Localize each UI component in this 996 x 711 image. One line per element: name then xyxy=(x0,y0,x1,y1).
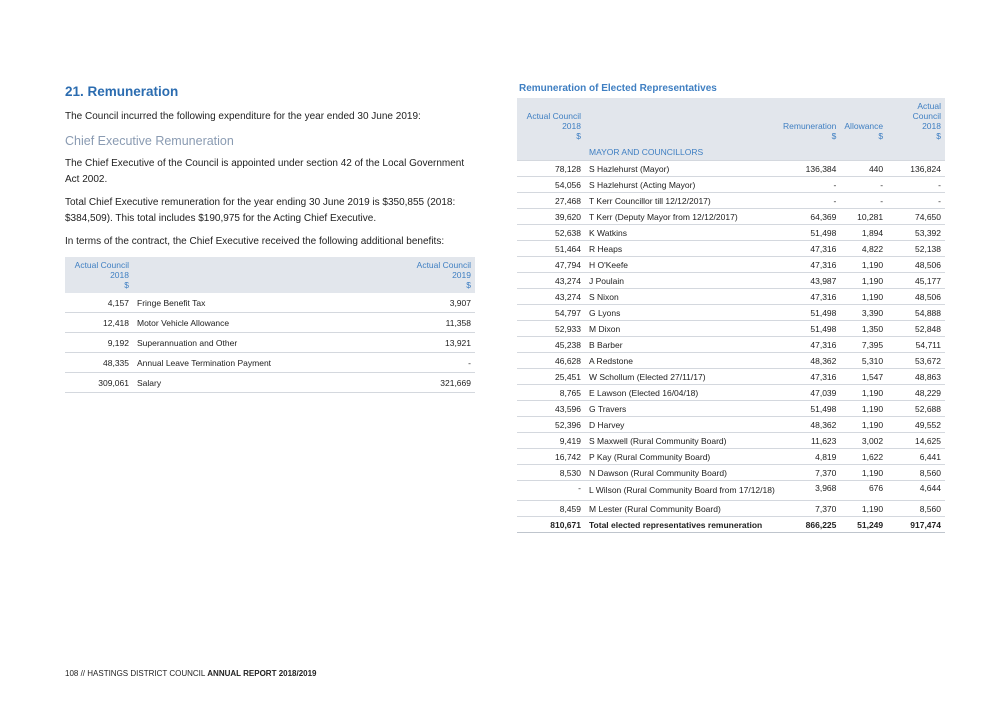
row-actual-total: 6,441 xyxy=(887,449,945,465)
row-allowance: - xyxy=(840,193,887,209)
footer-page-number: 108 // xyxy=(65,669,86,678)
row-name: T Kerr (Deputy Mayor from 12/12/2017) xyxy=(585,209,779,225)
ceo-col-2018-line3: $ xyxy=(124,280,129,290)
row-name: D Harvey xyxy=(585,417,779,433)
subheader-label: MAYOR AND COUNCILLORS xyxy=(585,144,945,161)
ceo-row-2019: 321,669 xyxy=(387,373,475,393)
row-actual-total: 54,711 xyxy=(887,337,945,353)
row-name: T Kerr Councillor till 12/12/2017) xyxy=(585,193,779,209)
left-column xyxy=(65,84,475,393)
row-actual-2018: 8,459 xyxy=(517,501,585,517)
row-actual-2018: 51,464 xyxy=(517,241,585,257)
footer-org: HASTINGS DISTRICT COUNCIL xyxy=(87,669,206,678)
rem-col-actual-line1: Actual Council xyxy=(912,101,941,121)
ceo-col-2019 xyxy=(387,257,475,293)
rem-col-2018-line2: 2018 xyxy=(562,121,581,131)
row-actual-total: 45,177 xyxy=(887,273,945,289)
row-actual-2018: 47,794 xyxy=(517,257,585,273)
rem-col-remuneration-line1: Remuneration xyxy=(783,121,837,131)
table-row xyxy=(517,209,945,225)
right-column xyxy=(517,83,945,533)
page-footer xyxy=(65,669,317,678)
row-allowance: 676 xyxy=(840,481,887,501)
ceo-table-row xyxy=(65,333,475,353)
row-remuneration: 4,819 xyxy=(779,449,840,465)
row-allowance: 3,390 xyxy=(840,305,887,321)
ceo-row-2019: 11,358 xyxy=(387,313,475,333)
ceo-paragraph-1: The Chief Executive of the Council is appointed under section 42 of the Local Government Act 2002. xyxy=(65,158,465,185)
row-actual-2018: 43,274 xyxy=(517,289,585,305)
row-name: Total elected representatives remuneration xyxy=(585,517,779,533)
row-name: P Kay (Rural Community Board) xyxy=(585,449,779,465)
table-row xyxy=(517,481,945,501)
row-remuneration: 43,987 xyxy=(779,273,840,289)
row-name: K Watkins xyxy=(585,225,779,241)
row-allowance: - xyxy=(840,177,887,193)
row-actual-2018: 8,530 xyxy=(517,465,585,481)
rem-table-header xyxy=(517,98,945,144)
row-remuneration: 866,225 xyxy=(779,517,840,533)
row-actual-2018: 16,742 xyxy=(517,449,585,465)
intro-text: The Council incurred the following expenditure for the year ended 30 June 2019: xyxy=(65,111,421,122)
table-row xyxy=(517,501,945,517)
row-actual-total: 74,650 xyxy=(887,209,945,225)
ceo-col-2019-line1: Actual Council xyxy=(416,260,471,270)
ceo-col-2018-line1: Actual Council xyxy=(74,260,129,270)
table-row xyxy=(517,289,945,305)
ceo-col-2019-line2: 2019 xyxy=(452,270,471,280)
row-actual-total: 48,506 xyxy=(887,257,945,273)
row-actual-total: 48,863 xyxy=(887,369,945,385)
footer-report: ANNUAL REPORT 2018/2019 xyxy=(207,669,317,678)
row-allowance: 1,190 xyxy=(840,401,887,417)
row-actual-2018: 46,628 xyxy=(517,353,585,369)
row-remuneration: 51,498 xyxy=(779,225,840,241)
rem-col-allowance-line1: Allowance xyxy=(844,121,884,131)
row-actual-total: 14,625 xyxy=(887,433,945,449)
table-row xyxy=(517,353,945,369)
rem-col-2018 xyxy=(517,98,585,144)
total-row xyxy=(517,517,945,533)
ceo-table-header xyxy=(65,257,475,293)
remuneration-table-title: Remuneration of Elected Representatives xyxy=(519,83,717,94)
table-row xyxy=(517,417,945,433)
row-actual-2018: 52,396 xyxy=(517,417,585,433)
row-actual-2018: - xyxy=(517,481,585,501)
row-actual-2018: 43,274 xyxy=(517,273,585,289)
row-name: R Heaps xyxy=(585,241,779,257)
row-allowance: 51,249 xyxy=(840,517,887,533)
row-actual-2018: 54,056 xyxy=(517,177,585,193)
rem-col-2018-line1: Actual Council xyxy=(526,111,581,121)
mayor-councillors-subheader xyxy=(517,144,945,161)
row-allowance: 1,894 xyxy=(840,225,887,241)
ceo-row-2019: 13,921 xyxy=(387,333,475,353)
subheader-spacer xyxy=(517,144,585,161)
table-row xyxy=(517,241,945,257)
ceo-row-2018: 309,061 xyxy=(65,373,133,393)
row-remuneration: 51,498 xyxy=(779,321,840,337)
ceo-row-2018: 12,418 xyxy=(65,313,133,333)
table-row xyxy=(517,433,945,449)
row-remuneration: 47,316 xyxy=(779,337,840,353)
row-remuneration: 3,968 xyxy=(779,481,840,501)
ceo-row-2019: - xyxy=(387,353,475,373)
row-allowance: 1,190 xyxy=(840,465,887,481)
row-allowance: 3,002 xyxy=(840,433,887,449)
row-actual-total: 52,848 xyxy=(887,321,945,337)
row-actual-total: 54,888 xyxy=(887,305,945,321)
table-row xyxy=(517,305,945,321)
ceo-row-2018: 4,157 xyxy=(65,293,133,313)
row-remuneration: 136,384 xyxy=(779,161,840,177)
row-allowance: 440 xyxy=(840,161,887,177)
ceo-col-2019-line3: $ xyxy=(466,280,471,290)
ceo-table-row xyxy=(65,353,475,373)
table-row xyxy=(517,273,945,289)
ceo-row-2019: 3,907 xyxy=(387,293,475,313)
row-actual-total: 48,229 xyxy=(887,385,945,401)
rem-col-name xyxy=(585,98,779,144)
row-allowance: 7,395 xyxy=(840,337,887,353)
row-actual-total: - xyxy=(887,193,945,209)
row-actual-2018: 52,638 xyxy=(517,225,585,241)
rem-col-remuneration xyxy=(779,98,840,144)
row-name: H O'Keefe xyxy=(585,257,779,273)
row-remuneration: 47,316 xyxy=(779,241,840,257)
row-remuneration: 64,369 xyxy=(779,209,840,225)
row-name: G Lyons xyxy=(585,305,779,321)
row-actual-2018: 9,419 xyxy=(517,433,585,449)
row-remuneration: 7,370 xyxy=(779,465,840,481)
ceo-row-label: Motor Vehicle Allowance xyxy=(133,313,387,333)
table-row xyxy=(517,225,945,241)
row-remuneration: 51,498 xyxy=(779,305,840,321)
row-allowance: 1,547 xyxy=(840,369,887,385)
table-row xyxy=(517,193,945,209)
ceo-row-label: Salary xyxy=(133,373,387,393)
table-row xyxy=(517,321,945,337)
row-name: M Dixon xyxy=(585,321,779,337)
row-actual-2018: 25,451 xyxy=(517,369,585,385)
row-actual-total: 48,506 xyxy=(887,289,945,305)
row-allowance: 4,822 xyxy=(840,241,887,257)
rem-col-actual xyxy=(887,98,945,144)
row-remuneration: 51,498 xyxy=(779,401,840,417)
row-actual-2018: 810,671 xyxy=(517,517,585,533)
row-actual-2018: 78,128 xyxy=(517,161,585,177)
row-name: L Wilson (Rural Community Board from 17/12/18) xyxy=(585,481,779,501)
row-allowance: 1,190 xyxy=(840,501,887,517)
row-allowance: 10,281 xyxy=(840,209,887,225)
row-actual-total: 136,824 xyxy=(887,161,945,177)
row-actual-2018: 27,468 xyxy=(517,193,585,209)
ceo-table-row xyxy=(65,313,475,333)
row-name: S Maxwell (Rural Community Board) xyxy=(585,433,779,449)
ceo-row-label: Fringe Benefit Tax xyxy=(133,293,387,313)
row-actual-total: - xyxy=(887,177,945,193)
row-actual-total: 8,560 xyxy=(887,465,945,481)
row-name: E Lawson (Elected 16/04/18) xyxy=(585,385,779,401)
row-allowance: 1,190 xyxy=(840,417,887,433)
table-row xyxy=(517,385,945,401)
row-actual-total: 4,644 xyxy=(887,481,945,501)
rem-col-remuneration-line2: $ xyxy=(831,131,837,141)
table-row xyxy=(517,465,945,481)
ceo-paragraph-2: Total Chief Executive remuneration for the year ending 30 June 2019 is $350,855 (2018: $384,509). This total includes $190,975 for the Acting Chief Executive. xyxy=(65,197,456,224)
row-allowance: 1,190 xyxy=(840,289,887,305)
row-actual-total: 49,552 xyxy=(887,417,945,433)
row-name: N Dawson (Rural Community Board) xyxy=(585,465,779,481)
row-remuneration: 7,370 xyxy=(779,501,840,517)
row-actual-total: 8,560 xyxy=(887,501,945,517)
table-row xyxy=(517,257,945,273)
row-allowance: 1,190 xyxy=(840,257,887,273)
row-allowance: 1,190 xyxy=(840,273,887,289)
table-row xyxy=(517,177,945,193)
ceo-row-2018: 9,192 xyxy=(65,333,133,353)
rem-col-2018-line3: $ xyxy=(576,131,581,141)
row-actual-2018: 39,620 xyxy=(517,209,585,225)
rem-col-actual-line2: 2018 xyxy=(922,121,941,131)
row-name: B Barber xyxy=(585,337,779,353)
row-actual-total: 52,688 xyxy=(887,401,945,417)
row-actual-2018: 45,238 xyxy=(517,337,585,353)
table-row xyxy=(517,449,945,465)
row-name: G Travers xyxy=(585,401,779,417)
table-row xyxy=(517,337,945,353)
elected-remuneration-table xyxy=(517,98,945,533)
row-actual-total: 52,138 xyxy=(887,241,945,257)
row-remuneration: 11,623 xyxy=(779,433,840,449)
table-row xyxy=(517,401,945,417)
row-remuneration: 47,316 xyxy=(779,369,840,385)
rem-col-allowance-line2: $ xyxy=(878,131,884,141)
row-allowance: 1,190 xyxy=(840,385,887,401)
row-name: M Lester (Rural Community Board) xyxy=(585,501,779,517)
rem-col-allowance xyxy=(840,98,887,144)
table-row xyxy=(517,369,945,385)
row-name: S Hazlehurst (Mayor) xyxy=(585,161,779,177)
row-actual-2018: 54,797 xyxy=(517,305,585,321)
row-remuneration: 48,362 xyxy=(779,417,840,433)
row-allowance: 5,310 xyxy=(840,353,887,369)
rem-col-actual-line3: $ xyxy=(936,131,941,141)
row-name: S Nixon xyxy=(585,289,779,305)
row-name: S Hazlehurst (Acting Mayor) xyxy=(585,177,779,193)
row-remuneration: 48,362 xyxy=(779,353,840,369)
row-actual-total: 53,672 xyxy=(887,353,945,369)
row-actual-total: 917,474 xyxy=(887,517,945,533)
ceo-table-body xyxy=(65,293,475,393)
ceo-table-row xyxy=(65,373,475,393)
row-allowance: 1,622 xyxy=(840,449,887,465)
row-actual-2018: 43,596 xyxy=(517,401,585,417)
rem-table-body xyxy=(517,144,945,533)
section-title: 21. Remuneration xyxy=(65,84,179,99)
row-remuneration: 47,316 xyxy=(779,289,840,305)
row-actual-2018: 8,765 xyxy=(517,385,585,401)
row-name: A Redstone xyxy=(585,353,779,369)
row-remuneration: - xyxy=(779,193,840,209)
ceo-row-label: Superannuation and Other xyxy=(133,333,387,353)
ceo-paragraph-3: In terms of the contract, the Chief Executive received the following additional benefits: xyxy=(65,236,445,247)
row-remuneration: 47,316 xyxy=(779,257,840,273)
ceo-col-2018 xyxy=(65,257,133,293)
ceo-row-2018: 48,335 xyxy=(65,353,133,373)
ceo-heading: Chief Executive Remuneration xyxy=(65,134,234,148)
ceo-col-2018-line2: 2018 xyxy=(110,270,129,280)
row-remuneration: - xyxy=(779,177,840,193)
row-actual-2018: 52,933 xyxy=(517,321,585,337)
row-actual-total: 53,392 xyxy=(887,225,945,241)
row-allowance: 1,350 xyxy=(840,321,887,337)
row-name: J Poulain xyxy=(585,273,779,289)
table-row xyxy=(517,161,945,177)
ceo-benefits-table xyxy=(65,257,475,393)
row-name: W Schollum (Elected 27/11/17) xyxy=(585,369,779,385)
row-remuneration: 47,039 xyxy=(779,385,840,401)
ceo-col-label xyxy=(133,257,387,293)
ceo-table-row xyxy=(65,293,475,313)
ceo-row-label: Annual Leave Termination Payment xyxy=(133,353,387,373)
